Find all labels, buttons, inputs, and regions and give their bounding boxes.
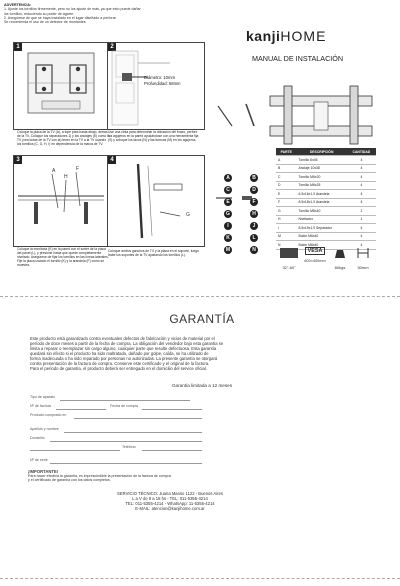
warranty-subtitle: Garantía limitada a 12 meses xyxy=(171,383,232,388)
step-4-panel xyxy=(107,155,205,247)
field-label: Fecha de compra xyxy=(110,404,138,408)
part-code: D xyxy=(276,181,297,190)
warning-line: 2. Asegúrese de que se haya instalado en el lugar diseñado a perforar. xyxy=(4,15,117,20)
part-quantity: 4 xyxy=(347,224,376,233)
brand-name-bold: kanji xyxy=(246,28,281,44)
part-description: Tornillo 6x45 xyxy=(297,156,347,165)
part-code: G xyxy=(276,207,297,216)
parts-table xyxy=(276,148,376,250)
distance-icon xyxy=(352,246,374,260)
part-icon: F xyxy=(250,198,258,206)
step-number: 2 xyxy=(108,43,116,51)
warranty-title: GARANTÍA xyxy=(169,312,235,326)
part-code: E xyxy=(276,190,297,199)
column-header: CANTIDAD xyxy=(347,148,376,156)
warning-title: ADVERTENCIA: xyxy=(4,3,32,7)
step-number: 4 xyxy=(108,156,116,164)
important-note xyxy=(28,469,268,483)
part-code: H xyxy=(276,215,297,224)
table-row xyxy=(276,198,376,207)
spec-value: 50mm xyxy=(357,265,369,270)
part-label: G xyxy=(186,212,190,218)
step-number: 1 xyxy=(14,43,22,51)
part-description: 8.5x19x1.0 Separador xyxy=(297,224,347,233)
warranty-line: Este producto está garantizado contra eventuales defectos de fabricación y vicios de material por el xyxy=(30,336,215,341)
field-label: Producto comprado en xyxy=(30,413,67,417)
tv-back-illustration xyxy=(14,43,108,129)
part-code: N xyxy=(276,241,297,250)
bracket-mount-illustration xyxy=(14,156,108,246)
step-1-text: Coloque la placa de la TV (A), a tope para hasta abajo, detrás de la TV. Coloque los separadores 1) y los anclajes (E) como la TV (vea todas de la TV con la) tener en la TV a la TV usando los tornillos (C, G, H, I) en dependencia de la marca de TV. xyxy=(17,130,110,146)
serial-field-line[interactable] xyxy=(50,463,202,464)
part-description: Nivelador xyxy=(297,215,347,224)
step-3-panel xyxy=(13,155,109,247)
spec-wall-distance xyxy=(352,246,374,272)
warning-line: Se recomienda el uso de un detector de montantes. xyxy=(4,20,87,25)
part-icon: J xyxy=(250,222,258,230)
field-label: Nº de factura xyxy=(30,404,51,408)
column-header: PARTE xyxy=(276,148,297,156)
phone-field-line[interactable] xyxy=(30,450,120,451)
important-title: ¡IMPORTANTE! xyxy=(28,469,59,474)
part-description: Bulón M8x40 xyxy=(297,241,347,250)
part-icon: G xyxy=(224,210,232,218)
warning-box xyxy=(4,3,154,36)
hardware-parts-illustration xyxy=(212,100,264,270)
name-field-line[interactable] xyxy=(64,432,202,433)
spec-value: 600×400mm xyxy=(304,259,326,263)
bottom-cut-line xyxy=(0,578,400,579)
part-quantity: 4 xyxy=(347,156,376,165)
warranty-intro xyxy=(30,336,370,371)
part-quantity: 4 xyxy=(347,232,376,241)
warranty-form xyxy=(30,395,370,505)
part-code: M xyxy=(276,232,297,241)
weight-icon xyxy=(330,246,350,260)
tv-hang-illustration xyxy=(108,156,204,246)
part-icon: N xyxy=(250,246,258,254)
section-divider xyxy=(0,296,400,297)
step-number: 3 xyxy=(14,156,22,164)
part-quantity: 4 xyxy=(347,181,376,190)
table-row xyxy=(276,207,376,216)
service-line: SERVICIO TÉCNICO: Juana Manso 1122 - Buenos Aires xyxy=(117,491,223,496)
tv-size-icon xyxy=(278,246,300,260)
service-line: E-MAIL: atencion@kanjihome.com.ar xyxy=(135,506,205,511)
spec-vesa xyxy=(302,246,328,272)
phone-field-line-2[interactable] xyxy=(142,450,202,451)
warranty-line: quedará sin efecto si el producto ha sido maltratado, dañado por golpe, caída, se ha utilizado de xyxy=(30,351,209,356)
part-code: B xyxy=(276,164,297,173)
address-field-line[interactable] xyxy=(50,441,202,442)
field-label: Tipo de aparato xyxy=(30,395,56,399)
service-line: TEL: 011-5355-4214 - WhatsApp: 11-5355-4214 xyxy=(125,501,215,506)
part-description: Tornillo M8x40 xyxy=(297,207,347,216)
table-row xyxy=(276,173,376,182)
warning-line: 1. Ajuste los tornillos firmemente, pero no los ajuste de más, ya que esto puede dañar xyxy=(4,7,141,12)
part-description: Tornillo M6x20 xyxy=(297,173,347,182)
service-line: L a V de 9 a 18 hs - TEL: 011-5355-4214 xyxy=(132,496,208,501)
step-1-panel xyxy=(13,42,109,130)
vesa-label: VESA xyxy=(305,247,325,255)
part-icon: L xyxy=(250,234,258,242)
model-field-line[interactable] xyxy=(60,400,190,401)
part-label: H xyxy=(64,174,68,180)
part-quantity: 4 xyxy=(347,241,376,250)
part-code: A xyxy=(276,156,297,165)
part-code: C xyxy=(276,173,297,182)
part-icon: H xyxy=(250,210,258,218)
date-field-line[interactable] xyxy=(142,409,202,410)
part-code: I xyxy=(276,224,297,233)
warranty-line: limita a reparar o reemplazar sin cargo alguno, cualquier parte que resulte defectuosa. Esta garantía xyxy=(30,346,217,351)
table-row xyxy=(276,164,376,173)
part-icon: E xyxy=(224,198,232,206)
part-description: Anclaje 10x38 xyxy=(297,164,347,173)
step-4-text: Coloque ambos ganchos de TV y la placa en el soporte, luego trabe los soportes de la TV ajustando los tornillos (L). xyxy=(108,249,199,257)
part-quantity: 2 xyxy=(347,207,376,216)
field-label: Teléfono xyxy=(122,445,136,449)
important-line: Para hacer efectiva la garantía, es imprescindible la presentación de la factura de compra xyxy=(28,474,171,478)
part-icon: A xyxy=(224,174,232,182)
brand-name-light: HOME xyxy=(280,28,327,44)
parts-table-header xyxy=(276,148,376,156)
warranty-line: forma inadecuada o ha sido reparado por personas no autorizadas. La presente garantía se otorgará xyxy=(30,356,218,361)
field-label: Apellido y nombre xyxy=(30,427,59,431)
spec-value: 80kgs xyxy=(334,265,346,270)
manual-title: MANUAL DE INSTALACIÓN xyxy=(252,54,344,63)
spec-screen-size xyxy=(278,246,300,272)
spec-value: 32"-60" xyxy=(282,265,296,270)
part-quantity: 4 xyxy=(347,190,376,199)
part-description: Bulón M6x40 xyxy=(297,232,347,241)
table-row xyxy=(276,215,376,224)
part-description: 8.5x18x1.0 Arandela xyxy=(297,198,347,207)
part-quantity: 4 xyxy=(347,198,376,207)
part-label: A xyxy=(52,168,56,174)
invoice-field-line[interactable] xyxy=(56,409,106,410)
column-header: DESCRIPCIÓN xyxy=(297,148,347,156)
part-description: Tornillo M6x25 xyxy=(297,181,347,190)
drill-spec-callout: Diámetro: 10mm Profundidad: 58mm xyxy=(144,75,181,86)
warranty-line: Para el periodo de garantía, el producto deberá ser entregado en el domicilio del service oficial. xyxy=(30,366,207,371)
table-row xyxy=(276,190,376,199)
part-quantity: 4 xyxy=(347,164,376,173)
part-label: F xyxy=(76,166,80,172)
table-row xyxy=(276,156,376,165)
wall-mount-illustration xyxy=(264,78,378,148)
part-icon: C xyxy=(224,186,232,194)
part-icon: I xyxy=(224,222,232,230)
step-2-text: Use una cinta para determinar la ubicación del brazo, perfore los agujeros en la pared ayudándose con una herramienta fija (S) y coloque los tacos (N) y las tuercas (M) en los agujeros. xyxy=(108,130,199,142)
warranty-line: contra presentación de la factura de compra. Conserve este certificado y el original de la factura. xyxy=(30,361,210,366)
warranty-line: período de doce meses a partir de la fecha de compra. La obligación del vendedor bajo esta garantía se xyxy=(30,341,224,346)
parts-icons xyxy=(212,100,264,270)
part-icon: D xyxy=(250,186,258,194)
spec-max-load xyxy=(330,246,350,272)
table-row xyxy=(276,181,376,190)
part-icon: M xyxy=(225,247,231,253)
part-quantity: 1 xyxy=(347,215,376,224)
important-line: y el certificado de garantía con los datos completos. xyxy=(28,478,111,483)
part-code: F xyxy=(276,198,297,207)
step-2-panel xyxy=(107,42,205,130)
part-icon: K xyxy=(224,234,232,242)
field-label: Domicilio xyxy=(30,436,45,440)
seller-field-line[interactable] xyxy=(74,418,202,419)
step-3-text: Coloque la monitoria (K) en la pared con el sorter de la placa del panel (L), y presione hasta que quede completamente nivelado. Asegúrese de fijar los tornillos en las líneas laterales. Fije la placa usando el tornillo (K) y la arandela (F) como se muestra. xyxy=(17,247,109,267)
service-info xyxy=(60,491,280,511)
part-icon: B xyxy=(250,174,258,182)
part-description: 6.5x16x1.0 Arandela xyxy=(297,190,347,199)
brand-logo xyxy=(246,28,326,44)
field-label: Nº de serie xyxy=(30,458,48,462)
table-row xyxy=(276,232,376,241)
part-quantity: 4 xyxy=(347,173,376,182)
table-row xyxy=(276,224,376,233)
warning-line: los tornillos, reduciendo su poder de agarre. xyxy=(4,11,75,16)
